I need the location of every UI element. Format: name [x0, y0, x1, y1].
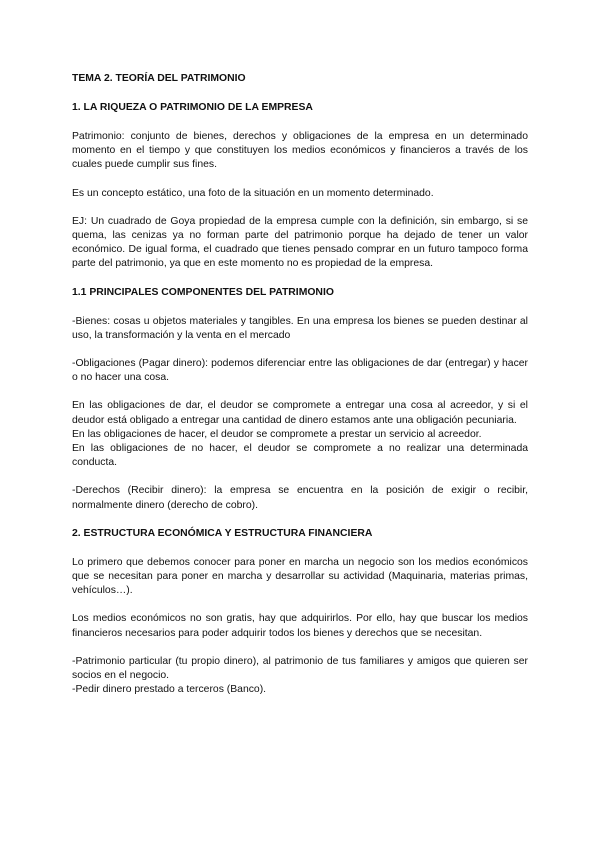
section-2-heading: 2. ESTRUCTURA ECONÓMICA Y ESTRUCTURA FINANCIERA — [72, 527, 373, 539]
static-concept-paragraph: Es un concepto estático, una foto de la situación en un momento determinado. — [72, 187, 434, 199]
example-paragraph: EJ: Un cuadrado de Goya propiedad de la empresa cumple con la definición, sin embargo, si se quema, las cenizas ya no forman parte del patrimonio porque ha dejado de tener un valor económico. De igual forma, el cuadrado que tienes pensado comprar en un futuro tampoco forma parte del patrimonio, ya que en este momento no es propiedad de la empresa. — [72, 215, 528, 270]
patrimonio-particular-item: -Patrimonio particular (tu propio dinero), al patrimonio de tus familiares y amigos que quieren ser socios en el negocio. — [72, 655, 528, 682]
derechos-paragraph: -Derechos (Recibir dinero): la empresa se encuentra en la posición de exigir o recibir, normalmente dinero (derecho de cobro). — [72, 485, 528, 511]
pedir-dinero-item: -Pedir dinero prestado a terceros (Banco). — [72, 684, 267, 696]
obligaciones-hacer-paragraph: En las obligaciones de hacer, el deudor se compromete a prestar un servicio al acreedor. — [72, 428, 482, 440]
medios-financieros-paragraph: Los medios económicos no son gratis, hay que adquirirlos. Por ello, hay que buscar los medios financieros necesarios para poder adquirir todos los bienes y derechos que se necesitan. — [72, 613, 528, 639]
obligaciones-dar-paragraph: En las obligaciones de dar, el deudor se compromete a entregar una cosa al acreedor, y si el deudor está obligado a entregar una cantidad de dinero estamos ante una obligación pecuniaria. — [72, 400, 528, 426]
obligaciones-no-hacer-paragraph: En las obligaciones de no hacer, el deudor se compromete a no realizar una determinada conducta. — [72, 443, 528, 469]
obligaciones-paragraph: -Obligaciones (Pagar dinero): podemos diferenciar entre las obligaciones de dar (entregar) y hacer o no hacer una cosa. — [72, 358, 528, 384]
medios-economicos-paragraph: Lo primero que debemos conocer para poner en marcha un negocio son los medios económicos que se necesitan para poner en marcha y desarrollar su actividad (Maquinaria, materias primas, vehículos…). — [72, 556, 528, 597]
patrimonio-definition: Patrimonio: conjunto de bienes, derechos y obligaciones de la empresa en un determinado momento en el tiempo y que constituyen los medios económicos y financieros a través de los cuales puede cumplir sus fines. — [72, 131, 528, 171]
section-1-heading: 1. LA RIQUEZA O PATRIMONIO DE LA EMPRESA — [72, 102, 313, 113]
bienes-paragraph: -Bienes: cosas u objetos materiales y tangibles. En una empresa los bienes se pueden destinar al uso, la transformación y la venta en el mercado — [72, 315, 528, 341]
section-1-1-heading: 1.1 PRINCIPALES COMPONENTES DEL PATRIMONIO — [72, 286, 334, 298]
document-title: TEMA 2. TEORÍA DEL PATRIMONIO — [72, 73, 246, 84]
